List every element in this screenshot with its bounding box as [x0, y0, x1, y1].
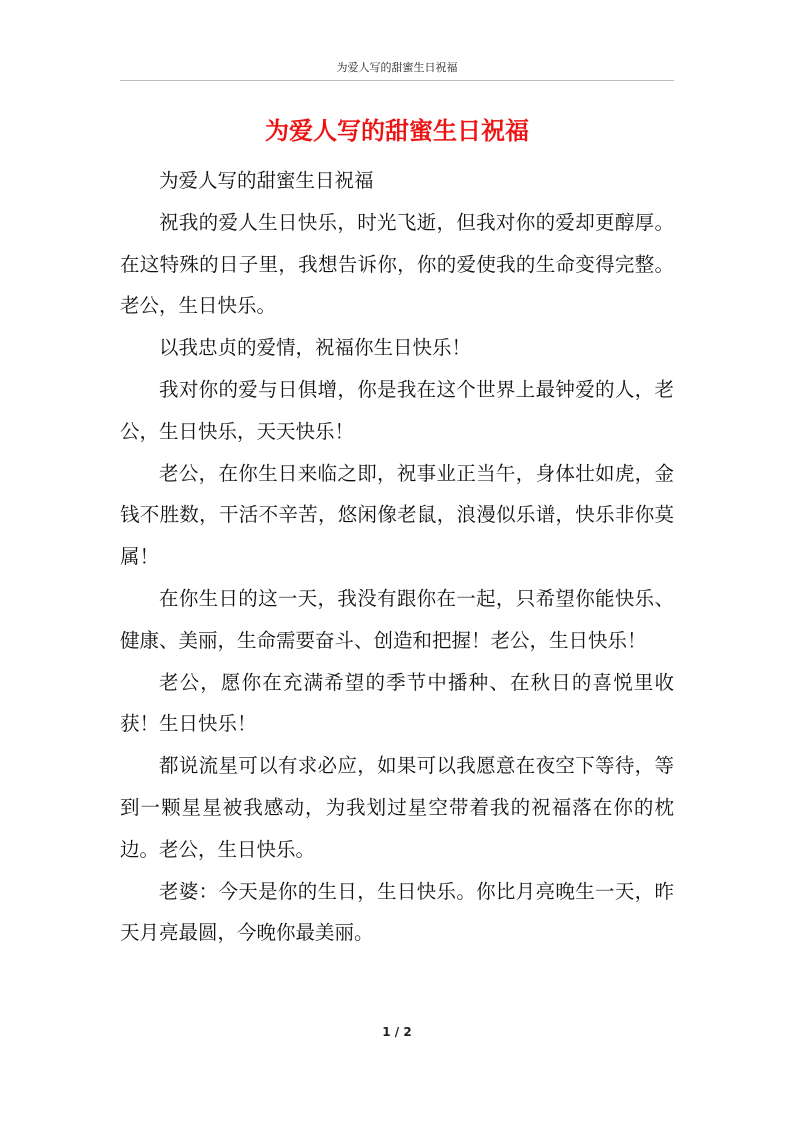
header-divider	[120, 80, 674, 81]
paragraph: 祝我的爱人生日快乐，时光飞逝，但我对你的爱却更醇厚。在这特殊的日子里，我想告诉你，你的爱使我的生命变得完整。老公，生日快乐。	[120, 210, 674, 318]
paragraph: 老婆：今天是你的生日，生日快乐。你比月亮晚生一天，昨天月亮最圆，今晚你最美丽。	[120, 879, 674, 945]
document-title: 为爱人写的甜蜜生日祝福	[265, 117, 529, 145]
paragraph: 我对你的爱与日俱增，你是我在这个世界上最钟爱的人，老公，生日快乐，天天快乐！	[120, 377, 674, 443]
document-body	[120, 160, 674, 954]
paragraph: 以我忠贞的爱情，祝福你生日快乐！	[159, 336, 472, 360]
page-number: 1 / 2	[382, 1025, 412, 1039]
paragraph: 老公，在你生日来临之即，祝事业正当午，身体壮如虎，金钱不胜数，干活不辛苦，悠闲像老鼠，浪漫似乐谱，快乐非你莫属！	[120, 461, 674, 569]
paragraph: 老公，愿你在充满希望的季节中播种、在秋日的喜悦里收获！生日快乐！	[120, 670, 674, 736]
paragraph-subtitle: 为爱人写的甜蜜生日祝福	[159, 169, 374, 192]
paragraph: 都说流星可以有求必应，如果可以我愿意在夜空下等待，等到一颗星星被我感动，为我划过星空带着我的祝福落在你的枕边。老公，生日快乐。	[120, 754, 674, 861]
paragraph: 在你生日的这一天，我没有跟你在一起，只希望你能快乐、健康、美丽，生命需要奋斗、创造和把握！老公，生日快乐！	[120, 586, 674, 652]
running-header: 为爱人写的甜蜜生日祝福	[336, 61, 458, 74]
